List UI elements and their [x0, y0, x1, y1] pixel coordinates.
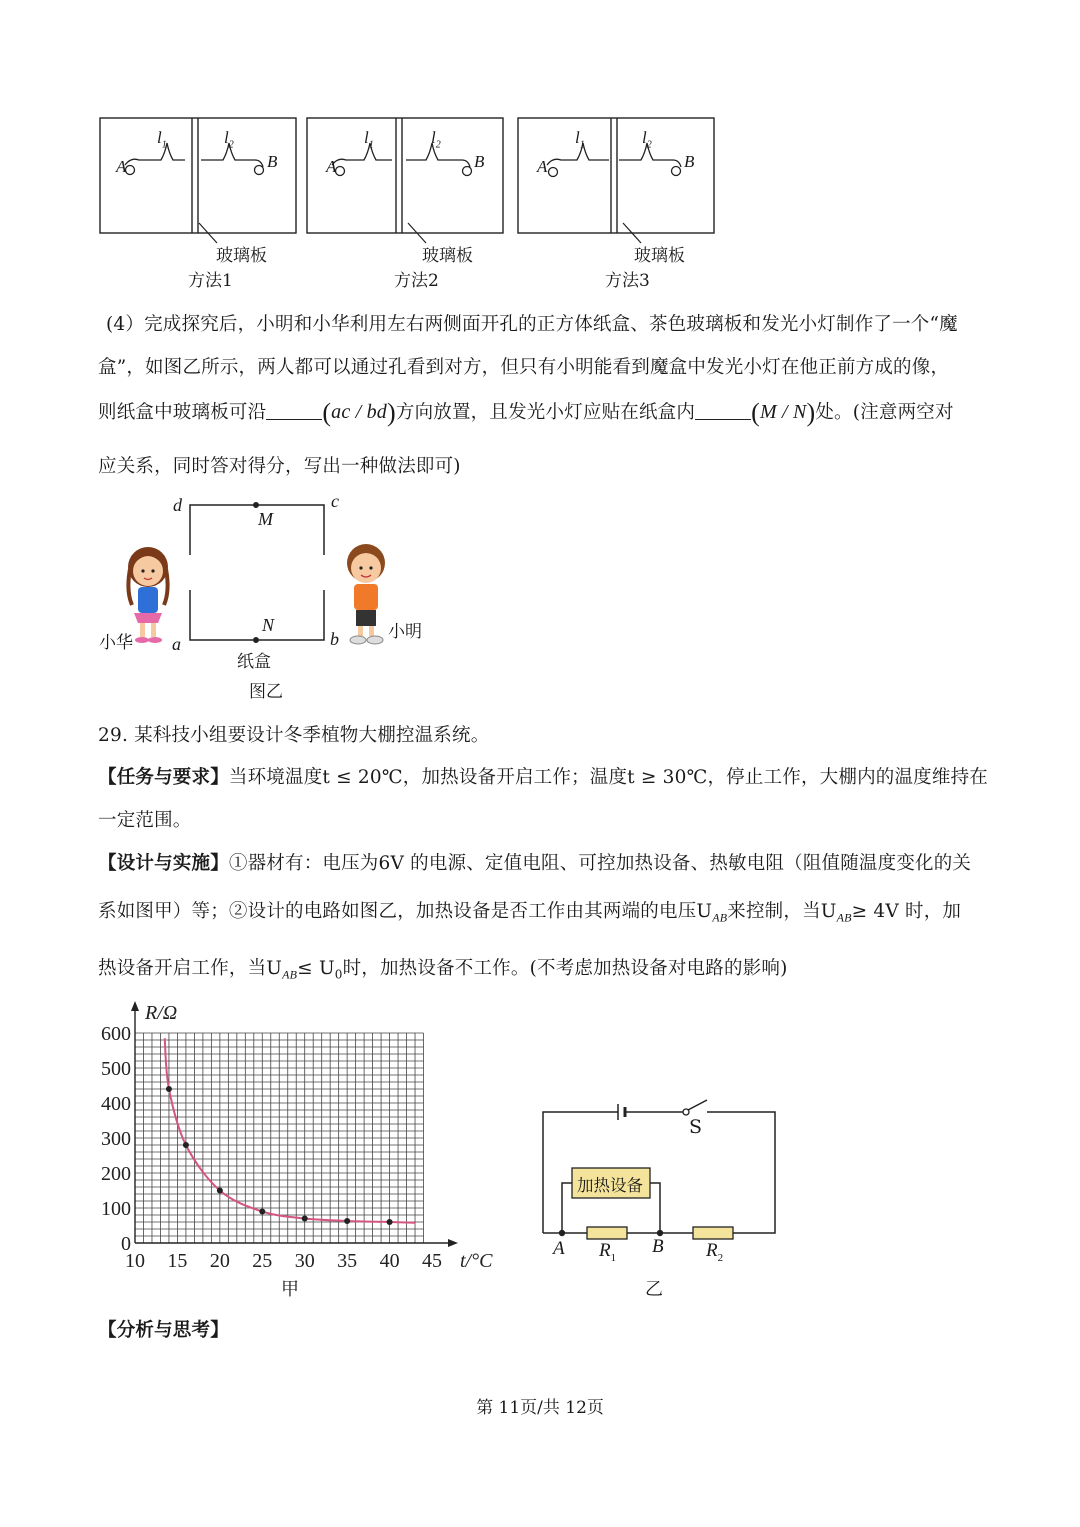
node-a-dot — [559, 1230, 565, 1236]
method-2-label-b: B — [474, 152, 485, 171]
chart-caption: 甲 — [281, 1279, 299, 1300]
x-tick-label: 45 — [422, 1250, 442, 1272]
method-3-label-b: B — [684, 152, 695, 171]
circuit-caption: 乙 — [645, 1279, 663, 1300]
figure-b-caption: 图乙 — [249, 682, 283, 702]
x-tick-label: 35 — [337, 1250, 358, 1272]
node-b-label: B — [652, 1236, 664, 1257]
method-2-glass-label: 玻璃板 — [422, 246, 473, 266]
blank-2 — [695, 401, 751, 420]
r1-label: $R_1$ — [599, 1240, 617, 1264]
resistance-temperature-chart — [90, 995, 510, 1305]
resistance-curve — [165, 1038, 415, 1222]
method-1-diagram — [100, 118, 296, 243]
data-point — [302, 1216, 308, 1222]
method-3-label-a: A — [537, 157, 548, 176]
method-1-label-b: B — [267, 152, 278, 171]
q29-design-line-2: 系如图甲）等；②设计的电路如图乙，加热设备是否工作由其两端的电压$U_{AB}$来控制，当$U_{AB}\ge 4V$ 时，加 — [98, 901, 962, 925]
point-n — [253, 637, 259, 643]
method-2-caption: 方法2 — [394, 271, 439, 291]
method-2-label-l2: $l_2$ — [431, 128, 441, 151]
analysis-heading: 【分析与思考】 — [98, 1320, 229, 1341]
label-d: d — [173, 495, 182, 515]
x-tick-label: 20 — [209, 1250, 230, 1272]
page-footer: 第 11页/共 12页 — [476, 1398, 604, 1418]
data-point — [166, 1086, 172, 1092]
y-tick-label: 0 — [121, 1233, 131, 1255]
resistor-r2 — [693, 1227, 733, 1239]
circuit-diagram — [535, 1090, 785, 1300]
switch-label: S — [689, 1116, 703, 1138]
heater-label: 加热设备 — [577, 1176, 643, 1195]
method-3-label-l2: $l_2$ — [642, 128, 652, 151]
x-tick-label: 30 — [294, 1250, 315, 1272]
y-tick-label: 300 — [101, 1128, 131, 1150]
switch-arm — [688, 1100, 707, 1110]
x-tick-label: 10 — [125, 1250, 145, 1272]
q29-design-line: 【设计与实施】①器材有：电压为6V 的电源、定值电阻、可控加热设备、热敏电阻（阻值随温度变化的关 — [98, 853, 972, 874]
y-tick-label: 100 — [101, 1198, 131, 1220]
resistor-r1 — [587, 1227, 627, 1239]
x-axis-label: t/°C — [460, 1250, 493, 1272]
data-point — [183, 1142, 189, 1148]
xiaoming-figure — [347, 544, 385, 644]
xiaoming-label: 小明 — [388, 622, 422, 642]
x-tick-label: 25 — [252, 1250, 273, 1272]
data-point — [217, 1188, 223, 1194]
x-tick-label: 15 — [167, 1250, 188, 1272]
q4-line-1: (4）完成探究后，小明和小华利用左右两侧面开孔的正方体纸盒、茶色玻璃板和发光小灯制作了一个“魔 — [106, 314, 958, 335]
method-3-caption: 方法3 — [605, 271, 650, 291]
q29-task-line: 【任务与要求】当环境温度t ≤ 20℃，加热设备开启工作；温度t ≥ 30℃，停止工作，大棚内的温度维持在 — [98, 767, 988, 788]
box-label: 纸盒 — [237, 652, 271, 672]
xiaohua-figure — [128, 547, 168, 643]
x-tick-label: 40 — [379, 1250, 400, 1272]
blank-1 — [266, 401, 322, 420]
q4-line-2: 盒”，如图乙所示，两人都可以通过孔看到对方，但只有小明能看到魔盒中发光小灯在他正前方成的像， — [98, 357, 950, 378]
q4-line-3: 则纸盒中玻璃板可沿 (ac / bd)方向放置，且发光小灯应贴在纸盒内 (M / N)处。(注意两空对 — [98, 398, 954, 427]
method-1-glass-label: 玻璃板 — [216, 246, 267, 266]
method-2-diagram — [307, 118, 503, 243]
data-point — [259, 1209, 265, 1215]
data-point — [344, 1218, 350, 1224]
y-tick-label: 600 — [101, 1023, 131, 1045]
method-3-label-l1: $l_1$ — [575, 128, 585, 151]
method-2-label-l1: $l_1$ — [364, 128, 374, 151]
y-axis-label: R/Ω — [145, 1002, 178, 1024]
method-1-label-l1: $l_1$ — [157, 128, 167, 151]
point-m — [253, 502, 259, 508]
label-b: b — [330, 629, 339, 649]
y-tick-label: 200 — [101, 1163, 131, 1185]
data-point — [387, 1219, 393, 1225]
q29-task-line-2: 一定范围。 — [98, 810, 192, 831]
xiaohua-label: 小华 — [99, 633, 133, 653]
label-a: a — [172, 634, 181, 654]
x-axis-arrow — [448, 1239, 458, 1247]
y-axis-arrow — [131, 1001, 139, 1011]
y-tick-label: 500 — [101, 1058, 131, 1080]
method-1-caption: 方法1 — [188, 271, 233, 291]
r2-label: $R_2$ — [706, 1240, 724, 1264]
label-m: M — [258, 509, 273, 529]
method-1-label-l2: $l_2$ — [224, 128, 234, 151]
method-2-label-a: A — [326, 157, 337, 176]
method-3-glass-label: 玻璃板 — [634, 246, 685, 266]
method-1-label-a: A — [116, 157, 127, 176]
method-3-diagram — [518, 118, 714, 243]
q29-title: 29. 某科技小组要设计冬季植物大棚控温系统。 — [98, 725, 490, 746]
label-c: c — [331, 491, 339, 511]
node-a-label: A — [553, 1238, 565, 1259]
y-tick-label: 400 — [101, 1093, 131, 1115]
q4-line-4: 应关系，同时答对得分，写出一种做法即可) — [98, 456, 461, 477]
label-n: N — [262, 615, 275, 635]
q29-design-line-3: 热设备开启工作，当$U_{AB}\le U_0$时，加热设备不工作。(不考虑加热设备对电路的影响) — [98, 958, 788, 982]
